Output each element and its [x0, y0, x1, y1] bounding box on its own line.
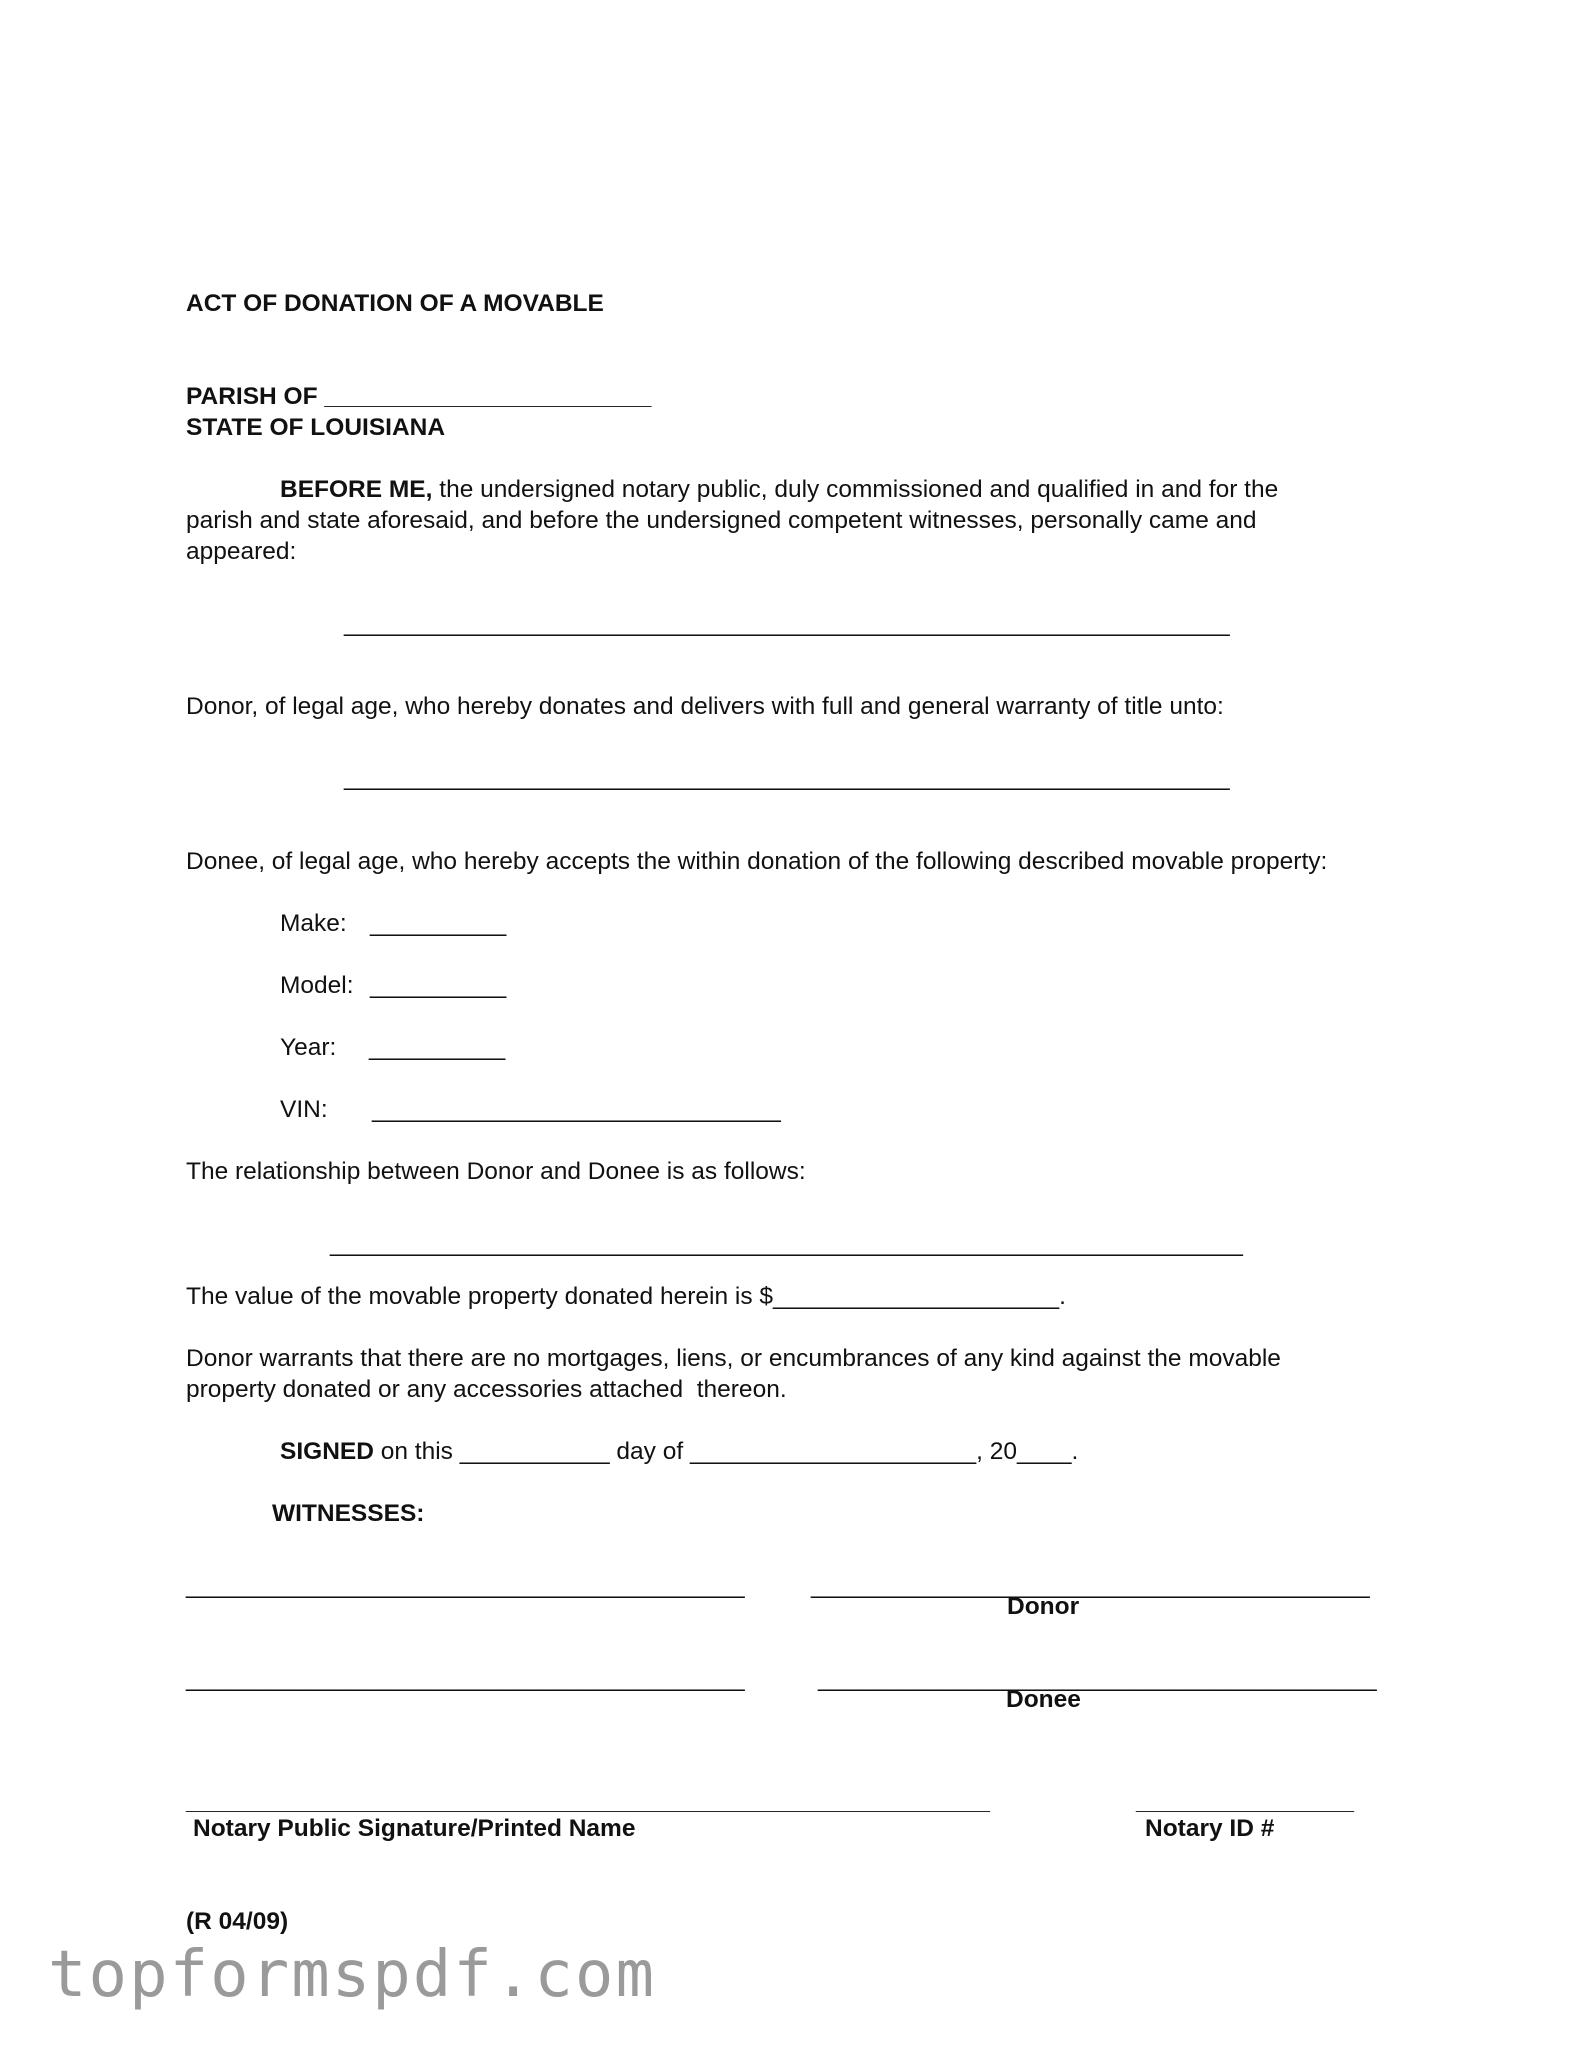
donee-signature-field[interactable]: _________________________________________: [818, 1665, 1377, 1692]
year-label: Year:: [280, 1034, 337, 1061]
notary-id-field[interactable]: ________________: [1136, 1788, 1355, 1815]
witness-2-signature-field[interactable]: _________________________________________: [186, 1665, 745, 1692]
donor-signature-field[interactable]: _________________________________________: [811, 1572, 1370, 1599]
intro-paragraph-line-1: [280, 474, 1278, 505]
intro-text-1: the undersigned notary public, duly commissioned and qualified in and for the: [432, 476, 1279, 503]
watermark-text: topformspdf.com: [48, 1938, 656, 2012]
donor-name-field[interactable]: _________________________________________________________________: [344, 610, 1230, 637]
donor-label: Donor: [1007, 1593, 1080, 1620]
make-label: Make:: [280, 910, 347, 937]
warranty-text-line-2: property donated or any accessories attached thereon.: [186, 1376, 787, 1403]
state-line: STATE OF LOUISIANA: [186, 414, 446, 441]
donor-text: Donor, of legal age, who hereby donates and delivers with full and general warranty of title unto:: [186, 693, 1224, 720]
notary-signature-field[interactable]: ___________________________________________________________: [186, 1788, 990, 1815]
revision-code: (R 04/09): [186, 1908, 289, 1935]
make-field[interactable]: __________: [370, 910, 507, 937]
before-me-lead: BEFORE ME,: [280, 476, 433, 503]
notary-label: Notary Public Signature/Printed Name: [193, 1815, 636, 1842]
witnesses-label: WITNESSES:: [272, 1500, 425, 1527]
witness-1-signature-field[interactable]: _________________________________________: [186, 1572, 745, 1599]
signed-line: [280, 1436, 1078, 1467]
relationship-text: The relationship between Donor and Donee is as follows:: [186, 1158, 806, 1185]
intro-paragraph-line-3: appeared:: [186, 538, 297, 565]
model-label: Model:: [280, 972, 354, 999]
donee-label: Donee: [1006, 1686, 1081, 1713]
value-text: The value of the movable property donated herein is $_____________________.: [186, 1283, 1066, 1310]
vin-label: VIN:: [280, 1096, 328, 1123]
relationship-field[interactable]: ___________________________________________________________________: [330, 1230, 1243, 1257]
donee-name-field[interactable]: _________________________________________________________________: [344, 764, 1230, 791]
donee-text: Donee, of legal age, who hereby accepts the within donation of the following described movable property:: [186, 848, 1328, 875]
signed-date-text[interactable]: on this ___________ day of _____________________, 20____.: [373, 1438, 1079, 1465]
vin-field[interactable]: ______________________________: [372, 1096, 781, 1123]
model-field[interactable]: __________: [370, 972, 507, 999]
parish-field[interactable]: PARISH OF ________________________: [186, 383, 652, 410]
intro-paragraph-line-2: parish and state aforesaid, and before the undersigned competent witnesses, personally came and: [186, 507, 1257, 534]
notary-id-label: Notary ID #: [1145, 1815, 1275, 1842]
warranty-text-line-1: Donor warrants that there are no mortgages, liens, or encumbrances of any kind against the movable: [186, 1345, 1281, 1372]
year-field[interactable]: __________: [369, 1034, 506, 1061]
document-title: ACT OF DONATION OF A MOVABLE: [186, 290, 604, 317]
signed-lead: SIGNED: [280, 1438, 374, 1465]
